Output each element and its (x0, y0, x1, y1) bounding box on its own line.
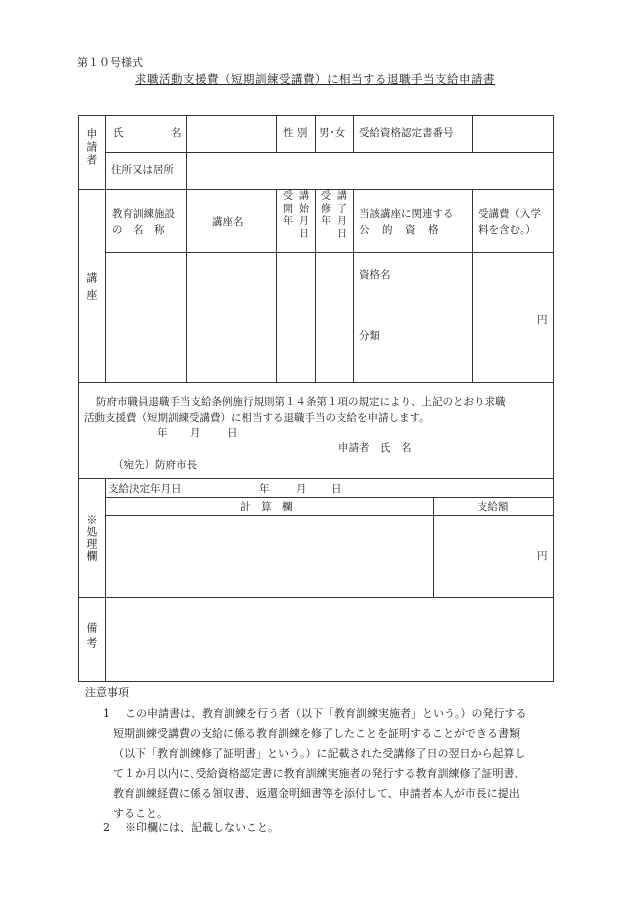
form-number: 第１０号様式 (77, 56, 143, 69)
start-date-field[interactable] (278, 254, 313, 380)
fee-field[interactable] (474, 254, 552, 380)
amount-yen-unit: 円 (537, 550, 548, 562)
notes-heading: 注意事項 (85, 686, 129, 699)
calculation-field[interactable] (107, 517, 431, 595)
course-name-label: 講座名 (212, 216, 244, 228)
name-label-1: 氏 (113, 127, 124, 139)
note-line: すること。 (113, 807, 168, 820)
course-name-field[interactable] (188, 254, 274, 380)
addressee: （宛先）防府市長 (113, 459, 197, 471)
start-date-label-a: 受 開 年 (283, 191, 293, 227)
processing-section-label: ※処理欄 (84, 514, 98, 562)
note-line: て１か月以内に､受給資格認定書に教育訓練実施者の発行する教育訓練修了証明書､ (113, 767, 520, 780)
decision-year: 年 (259, 483, 270, 495)
name-field[interactable] (188, 117, 274, 150)
start-date-label-b: 講 始 月 日 (299, 191, 309, 240)
note-line: ※印欄には、記載しないこと。 (125, 821, 279, 834)
facility-label-2: の 名 称 (112, 224, 165, 236)
cert-number-label: 受給資格認定書番号 (359, 127, 454, 139)
fee-yen-unit: 円 (537, 314, 548, 326)
course-section-label: 講座 (84, 272, 98, 306)
decision-month: 月 (296, 483, 307, 495)
qualification-label-2: 公 的 資 格 (359, 224, 440, 236)
amount-field[interactable] (435, 517, 552, 595)
declaration-year: 年 (157, 427, 168, 439)
facility-label: 教育訓練施設 (112, 208, 175, 220)
facility-field[interactable] (107, 254, 184, 380)
declaration-month: 月 (190, 427, 201, 439)
fee-label: 受講費（入学 (478, 208, 541, 220)
calculation-label: 計 算 欄 (240, 501, 293, 513)
qual-name-label: 資格名 (359, 269, 391, 281)
end-date-label-a: 受 修 年 (321, 191, 331, 227)
note-line: 短期訓練受講費の支給に係る教育訓練を修了したことを証明することができる書類 (113, 727, 520, 740)
applicant-section-label: 申請者 (84, 128, 98, 167)
declaration-day: 日 (227, 427, 238, 439)
decision-day: 日 (331, 483, 342, 495)
note-line: この申請書は、教育訓練を行う者（以下「教育訓練実施者」という。）の発行する (125, 707, 527, 720)
note-item-2 (103, 818, 563, 840)
note-item-1 (103, 704, 563, 824)
decision-date-label: 支給決定年月日 (108, 483, 182, 495)
gender-choice[interactable]: 男･女 (319, 127, 346, 139)
note-line: （以下「教育訓練修了証明書」という。）に記載された受講修了日の翌日から起算し (113, 747, 526, 760)
category-label: 分類 (359, 330, 380, 342)
end-date-label-b: 講 了 月 日 (337, 191, 347, 240)
name-label-2: 名 (171, 127, 182, 139)
form-title: 求職活動支援費（短期訓練受講費）に相当する退職手当支給申請書 (135, 72, 495, 86)
end-date-field[interactable] (317, 254, 351, 380)
address-label: 住所又は居所 (111, 164, 174, 176)
note-number: 2 (103, 821, 110, 834)
declaration-line-1: 防府市職員退職手当支給条例施行規則第１４条第１項の規定により、上記のとおり求職 (96, 396, 506, 408)
fee-label-2: 料を含む。） (478, 224, 536, 236)
qualification-label: 当該講座に関連する (359, 208, 454, 220)
note-number: 1 (103, 707, 110, 720)
cert-number-field[interactable] (474, 117, 552, 150)
declaration-line-2: 活動支援費（短期訓練受講費）に相当する退職手当の支給を申請します。 (84, 412, 430, 424)
remarks-section-label: 備考 (84, 622, 98, 652)
amount-label: 支給額 (477, 501, 509, 513)
gender-label: 性 別 (283, 127, 308, 139)
note-line: 教育訓練経費に係る領収書、返還金明細書等を添付して、申請者本人が市長に提出 (113, 787, 520, 800)
remarks-field[interactable] (107, 599, 552, 680)
applicant-signature-label: 申請者 氏 名 (338, 442, 412, 454)
address-field[interactable] (188, 154, 552, 187)
